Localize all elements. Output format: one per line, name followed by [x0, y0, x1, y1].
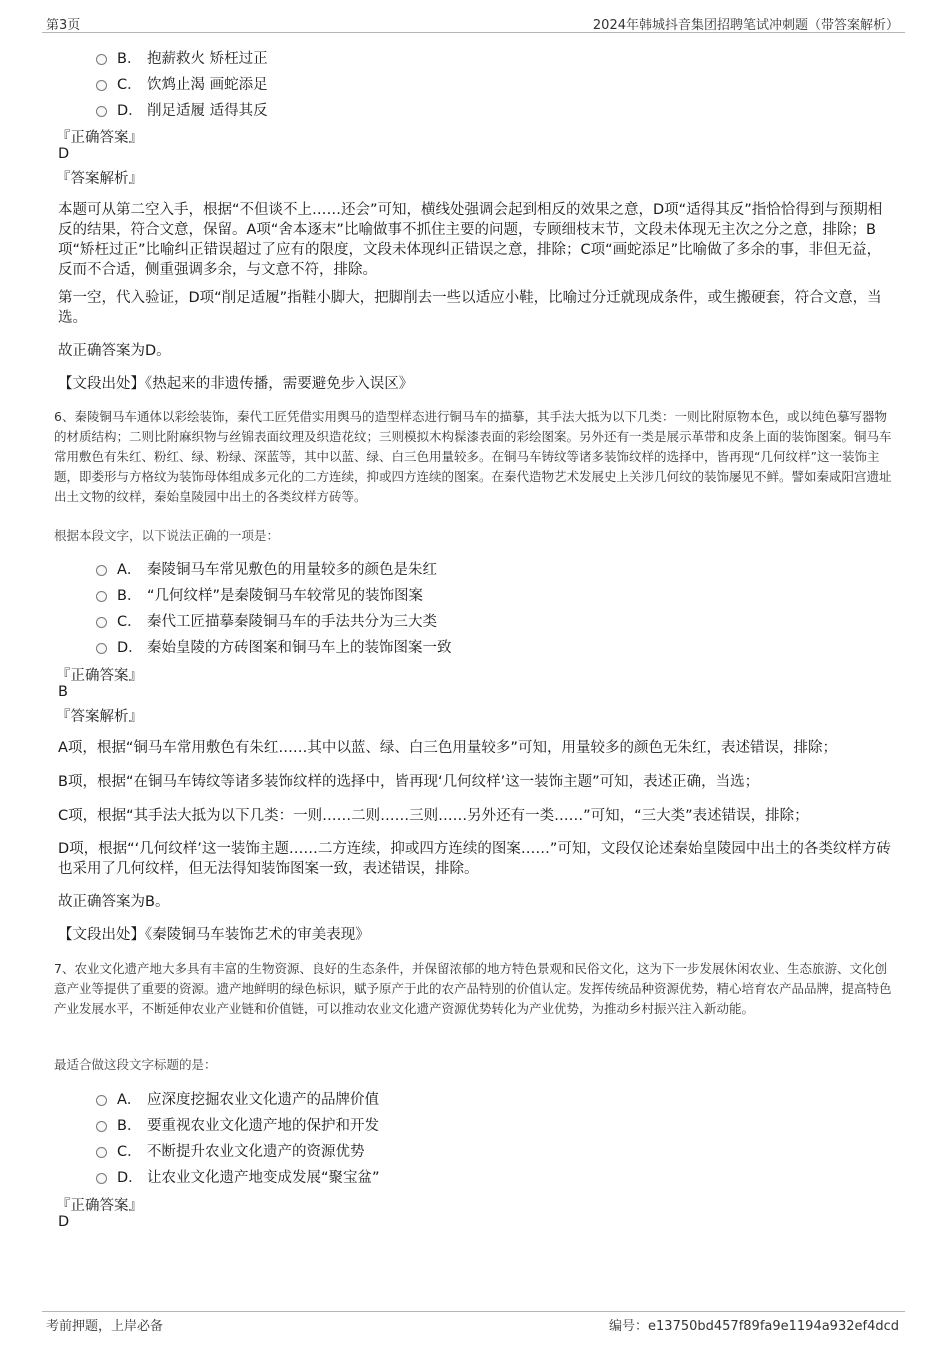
radio-icon[interactable] [96, 54, 107, 65]
footer-slogan: 考前押题，上岸必备 [46, 1319, 164, 1334]
radio-icon[interactable] [96, 1147, 107, 1158]
q7-answer: D [58, 1214, 70, 1230]
q6-option-a[interactable]: A． 秦陵铜马车常见敷色的用量较多的颜色是朱红 [96, 558, 437, 579]
q6-analysis-label: 『答案解析』 [56, 709, 143, 725]
q6-analysis-conclusion: 故正确答案为B。 [58, 894, 170, 910]
q5-answer-label: 『正确答案』 [56, 130, 143, 146]
page-header [42, 8, 905, 33]
q6-option-b[interactable]: B． “几何纹样”是秦陵铜马车较常见的装饰图案 [96, 584, 423, 605]
q6-prompt: 根据本段文字，以下说法正确的一项是： [54, 528, 280, 543]
page-footer [42, 1311, 905, 1336]
radio-icon[interactable] [96, 565, 107, 576]
q7-prompt: 最适合做这段文字标题的是： [54, 1057, 217, 1072]
q5-option-c[interactable]: C． 饮鸩止渴 画蛇添足 [96, 73, 268, 94]
q5-option-d[interactable]: D． 削足适履 适得其反 [96, 99, 268, 120]
radio-icon[interactable] [96, 1173, 107, 1184]
q7-answer-label: 『正确答案』 [56, 1198, 143, 1214]
q6-answer: B [58, 684, 68, 700]
page-number: 第3页 [46, 18, 81, 33]
q6-source: 【文段出处】《秦陵铜马车装饰艺术的审美表现》 [58, 927, 370, 943]
q6-question-text: 6、秦陵铜马车通体以彩绘装饰，秦代工匠凭借实用舆马的造型样态进行铜马车的描摹，其手法大抵为以下几类：一则比附原物本色，或以纯色摹写器物的材质结构；二则比附麻织物与丝锦表面纹理及织造花纹；三则模拟木构髹漆表面的彩绘图案。另外还有一类是展示革带和皮条上面的装饰图案。铜马车常用敷色有朱红、粉红、绿、粉绿、深蓝等，其中以蓝、绿、白三色用量较多。在铜马车铸纹等诸多装饰纹样的选择中，皆再现“几何纹样”这一装饰主题，即娄形与方格纹为装饰母体组成多元化的二方连续，抑或四方连续的图案。在秦代造物艺术发展史上关涉几何纹的装饰屡见不鲜。譬如秦咸阳宫遗址出土文物的纹样，秦始皇陵园中出土的各类纹样方砖等。 [54, 409, 892, 504]
radio-icon[interactable] [96, 617, 107, 628]
q6-answer-label: 『正确答案』 [56, 668, 143, 684]
q6-analysis-d: D项，根据“‘几何纹样’这一装饰主题……二方连续，抑或四方连续的图案……”可知，文段仅论述秦始皇陵园中出土的各类纹样方砖也采用了几何纹样，但无法得知装饰图案一致，表述错误，排除。 [58, 841, 891, 877]
q6-option-d[interactable]: D． 秦始皇陵的方砖图案和铜马车上的装饰图案一致 [96, 636, 452, 657]
q6-analysis-a: A项，根据“铜马车常用敷色有朱红……其中以蓝、绿、白三色用量较多”可知，用量较多的颜色无朱红，表述错误，排除； [58, 740, 837, 756]
q5-analysis-label: 『答案解析』 [56, 171, 143, 187]
radio-icon[interactable] [96, 1121, 107, 1132]
q5-analysis-conclusion: 故正确答案为D。 [58, 343, 171, 359]
q7-question-text: 7、农业文化遗产地大多具有丰富的生物资源、良好的生态条件，并保留浓郁的地方特色景观和民俗文化，这为下一步发展休闲农业、生态旅游、文化创意产业等提供了重要的资源。遗产地鲜明的绿色标识，赋予原产于此的农产品特别的价值认定。发挥传统品种资源优势，精心培育农产品品牌，提高特色产业发展水平，不断延伸农业产业链和价值链，可以推动农业文化遗产资源优势转化为产业优势，为推动乡村振兴注入新动能。 [54, 961, 892, 1016]
radio-icon[interactable] [96, 643, 107, 654]
q6-analysis-c: C项，根据“其手法大抵为以下几类：一则……二则……三则……另外还有一类……”可知，“三大类”表述错误，排除； [58, 808, 809, 824]
q6-analysis-b: B项，根据“在铜马车铸纹等诸多装饰纹样的选择中，皆再现‘几何纹样’这一装饰主题”可知，表述正确，当选； [58, 774, 760, 790]
q5-option-b[interactable]: B． 抱薪救火 矫枉过正 [96, 47, 268, 68]
document-id: 编号：e13750bd457f89fa9e1194a932ef4dcd [609, 1319, 899, 1334]
q7-option-b[interactable]: B． 要重视农业文化遗产地的保护和开发 [96, 1114, 379, 1135]
document-title: 2024年韩城抖音集团招聘笔试冲刺题（带答案解析） [592, 18, 899, 33]
radio-icon[interactable] [96, 106, 107, 117]
q7-option-c[interactable]: C． 不断提升农业文化遗产的资源优势 [96, 1140, 365, 1161]
q7-option-a[interactable]: A． 应深度挖掘农业文化遗产的品牌价值 [96, 1088, 379, 1109]
q5-answer: D [58, 146, 70, 162]
radio-icon[interactable] [96, 591, 107, 602]
q5-source: 【文段出处】《热起来的非遗传播，需要避免步入误区》 [58, 376, 414, 392]
q7-option-d[interactable]: D． 让农业文化遗产地变成发展“聚宝盆” [96, 1166, 380, 1187]
q6-option-c[interactable]: C． 秦代工匠描摹秦陵铜马车的手法共分为三大类 [96, 610, 437, 631]
q5-analysis-paragraph: 本题可从第二空入手，根据“不但谈不上……还会”可知，横线处强调会起到相反的效果之意，D项“适得其反”指恰恰得到与预期相反的结果，符合文意，保留。A项“舍本逐末”比喻做事不抓住主要的问题，专顾细枝末节，文段未体现无主次之分之意，排除；B项“矫枉过正”比喻纠正错误超过了应有的限度，文段未体现纠正错误之意，排除；C项“画蛇添足”比喻做了多余的事，非但无益，反而不合适，侧重强调多余，与文意不符，排除。 [58, 202, 883, 278]
q5-analysis-paragraph: 第一空，代入验证，D项“削足适履”指鞋小脚大，把脚削去一些以适应小鞋，比喻过分迁就现成条件，或生搬硬套，符合文意，当选。 [58, 290, 882, 326]
radio-icon[interactable] [96, 80, 107, 91]
radio-icon[interactable] [96, 1095, 107, 1106]
